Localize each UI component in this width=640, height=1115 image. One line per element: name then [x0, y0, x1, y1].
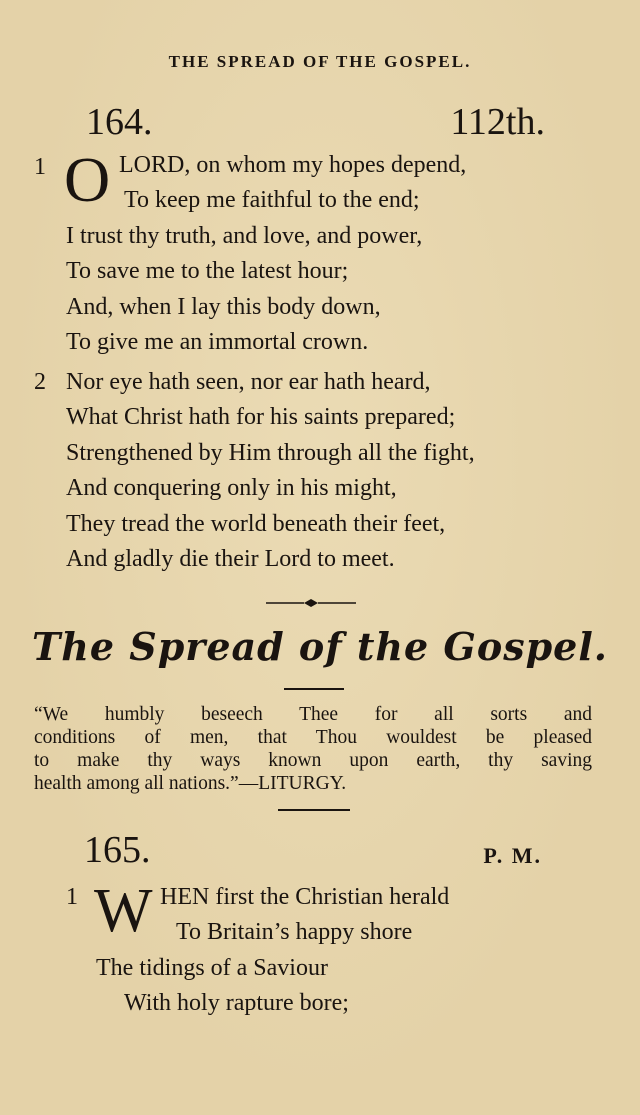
hymn-164-v2-line-5: They tread the world beneath their feet,	[66, 511, 446, 537]
hymn-164-verse-2-number: 2	[34, 369, 46, 395]
hymn-164-v2-line-4: And conquering only in his might,	[66, 475, 397, 501]
hymn-165-v1-line-3: The tidings of a Saviour	[96, 955, 328, 981]
hymn-165-v1-line-2: To Britain’s happy shore	[176, 919, 413, 945]
hymn-164-verse-1-number: 1	[34, 154, 46, 180]
hymn-164-meter: 112th.	[450, 101, 545, 143]
hymn-164-v2-line-6: And gladly die their Lord to meet.	[66, 546, 395, 572]
hymn-164-v1-line-2: To keep me faithful to the end;	[124, 187, 420, 213]
title-rule	[284, 688, 344, 690]
epigraph-line-4: health among all nations.”—LITURGY.	[34, 773, 347, 794]
hymn-164-v1-line-5: And, when I lay this body down,	[66, 294, 381, 320]
hymn-165-verse-1-number: 1	[66, 884, 78, 910]
ornament-divider-icon	[266, 596, 356, 610]
hymn-165-meter: P. M.	[483, 843, 542, 868]
hymn-164-v1-line-6: To give me an immortal crown.	[66, 329, 369, 355]
hymn-164-v2-line-1: Nor eye hath seen, nor ear hath heard,	[66, 369, 431, 395]
hymn-165-number: 165.	[84, 829, 151, 871]
hymn-164-v1-line-1: LORD, on whom my hopes depend,	[119, 152, 467, 178]
epigraph-line-1: “We humbly beseech Thee for all sorts and	[34, 704, 592, 725]
hymn-164-dropcap: O	[64, 144, 111, 215]
hymn-165-v1-line-4: With holy rapture bore;	[124, 990, 349, 1016]
hymn-164-number: 164.	[86, 101, 153, 143]
hymn-164-v2-line-3: Strengthened by Him through all the fight,	[66, 440, 475, 466]
hymn-164-v2-line-2: What Christ hath for his saints prepared;	[66, 404, 456, 430]
epigraph-rule	[278, 809, 350, 811]
epigraph-line-2: conditions of men, that Thou wouldest be pleased	[34, 727, 592, 748]
epigraph-line-3: to make thy ways known upon earth, thy saving	[34, 750, 592, 771]
hymn-165-v1-line-1: HEN first the Christian herald	[160, 884, 450, 910]
hymn-164-v1-line-4: To save me to the latest hour;	[66, 258, 349, 284]
section-title: The Spread of the Gospel.	[31, 624, 609, 669]
hymn-164-v1-line-3: I trust thy truth, and love, and power,	[66, 223, 423, 249]
hymn-165-dropcap: W	[94, 877, 153, 945]
running-head: THE SPREAD OF THE GOSPEL.	[168, 52, 472, 71]
